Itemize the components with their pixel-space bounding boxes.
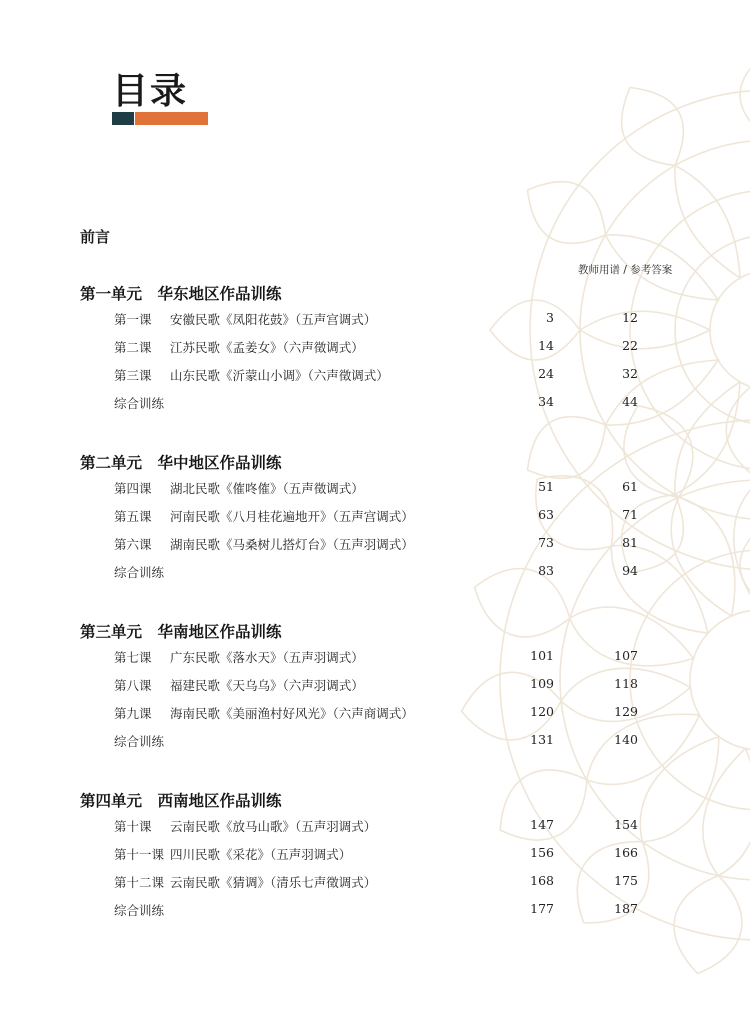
lesson-title: 河南民歌《八月桂花遍地开》（五声宫调式）: [170, 509, 414, 524]
toc-row[interactable]: [0, 732, 750, 752]
toc-row[interactable]: [0, 310, 750, 330]
lesson-title: 湖南民歌《马桑树儿搭灯台》（五声羽调式）: [170, 537, 414, 552]
lesson-title: 山东民歌《沂蒙山小调》（六声徵调式）: [170, 368, 389, 383]
unit-title[interactable]: 第三单元 华南地区作品训练: [80, 623, 282, 641]
answer-page-number: 175: [614, 873, 638, 888]
toc-row[interactable]: [0, 479, 750, 499]
lesson-title: 云南民歌《猜调》（清乐七声徵调式）: [170, 875, 377, 890]
answer-page-number: 94: [622, 563, 638, 578]
toc-row[interactable]: [0, 845, 750, 865]
answer-page-number: 81: [622, 535, 638, 550]
teacher-page-number: 14: [538, 338, 554, 353]
lesson-title: 福建民歌《天乌乌》（六声羽调式）: [170, 678, 364, 693]
unit-title[interactable]: 第四单元 西南地区作品训练: [80, 792, 282, 810]
toc-row[interactable]: [0, 648, 750, 668]
answer-page-number: 166: [614, 845, 638, 860]
toc-row[interactable]: [0, 535, 750, 555]
answer-page-number: 187: [614, 901, 638, 916]
lesson-title: 四川民歌《采花》（五声羽调式）: [170, 847, 352, 862]
lesson-title: 江苏民歌《孟姜女》（六声徵调式）: [170, 340, 364, 355]
teacher-page-number: 147: [530, 817, 554, 832]
teacher-page-number: 24: [538, 366, 554, 381]
lesson-name: 第七课: [114, 650, 152, 665]
lesson-name: 第十二课: [114, 875, 165, 890]
lesson-title: 广东民歌《落水天》（五声羽调式）: [170, 650, 364, 665]
lesson-name: 综合训练: [114, 565, 165, 580]
answer-page-number: 61: [622, 479, 638, 494]
teacher-page-number: 34: [538, 394, 554, 409]
lesson-name: 第八课: [114, 678, 152, 693]
page-title: 目录: [112, 71, 189, 112]
lesson-name: 第六课: [114, 537, 152, 552]
teacher-page-number: 109: [530, 676, 554, 691]
answer-page-number: 154: [614, 817, 638, 832]
teacher-page-number: 3: [546, 310, 554, 325]
teacher-page-number: 51: [538, 479, 554, 494]
toc-row[interactable]: [0, 338, 750, 358]
answer-page-number: 22: [622, 338, 638, 353]
lesson-name: 第四课: [114, 481, 152, 496]
unit-title[interactable]: 第二单元 华中地区作品训练: [80, 454, 282, 472]
teacher-page-number: 101: [530, 648, 554, 663]
lesson-name: 第二课: [114, 340, 152, 355]
toc-row[interactable]: [0, 676, 750, 696]
teacher-page-number: 131: [530, 732, 554, 747]
lesson-title: 湖北民歌《傕咚傕》（五声徵调式）: [170, 481, 364, 496]
answer-page-number: 12: [622, 310, 638, 325]
lesson-title: 安徽民歌《凤阳花鼓》（五声宫调式）: [170, 312, 377, 327]
toc-row[interactable]: [0, 817, 750, 837]
lesson-name: 综合训练: [114, 396, 165, 411]
toc-preface[interactable]: 前言: [80, 228, 111, 246]
lesson-name: 综合训练: [114, 734, 165, 749]
title-accent-dark: [112, 112, 134, 125]
answer-page-number: 140: [614, 732, 638, 747]
lesson-name: 综合训练: [114, 903, 165, 918]
teacher-page-number: 73: [538, 535, 554, 550]
title-accent-orange: [135, 112, 208, 125]
answer-page-number: 107: [614, 648, 638, 663]
page-column-header: 教师用谱 / 参考答案: [578, 264, 673, 276]
unit-title[interactable]: 第一单元 华东地区作品训练: [80, 285, 282, 303]
teacher-page-number: 168: [530, 873, 554, 888]
teacher-page-number: 177: [530, 901, 554, 916]
teacher-page-number: 156: [530, 845, 554, 860]
lesson-name: 第三课: [114, 368, 152, 383]
toc-row[interactable]: [0, 873, 750, 893]
answer-page-number: 118: [614, 676, 638, 691]
answer-page-number: 32: [622, 366, 638, 381]
answer-page-number: 71: [622, 507, 638, 522]
toc-row[interactable]: [0, 394, 750, 414]
lesson-name: 第十课: [114, 819, 152, 834]
answer-page-number: 44: [622, 394, 638, 409]
lesson-name: 第十一课: [114, 847, 165, 862]
lesson-title: 云南民歌《放马山歌》（五声羽调式）: [170, 819, 377, 834]
teacher-page-number: 83: [538, 563, 554, 578]
toc-row[interactable]: [0, 704, 750, 724]
lesson-name: 第五课: [114, 509, 152, 524]
toc-row[interactable]: [0, 366, 750, 386]
toc-row[interactable]: [0, 507, 750, 527]
toc-row[interactable]: [0, 563, 750, 583]
lesson-name: 第一课: [114, 312, 152, 327]
teacher-page-number: 120: [530, 704, 554, 719]
answer-page-number: 129: [614, 704, 638, 719]
toc-row[interactable]: [0, 901, 750, 921]
lesson-title: 海南民歌《美丽渔村好风光》（六声商调式）: [170, 706, 414, 721]
teacher-page-number: 63: [538, 507, 554, 522]
lesson-name: 第九课: [114, 706, 152, 721]
